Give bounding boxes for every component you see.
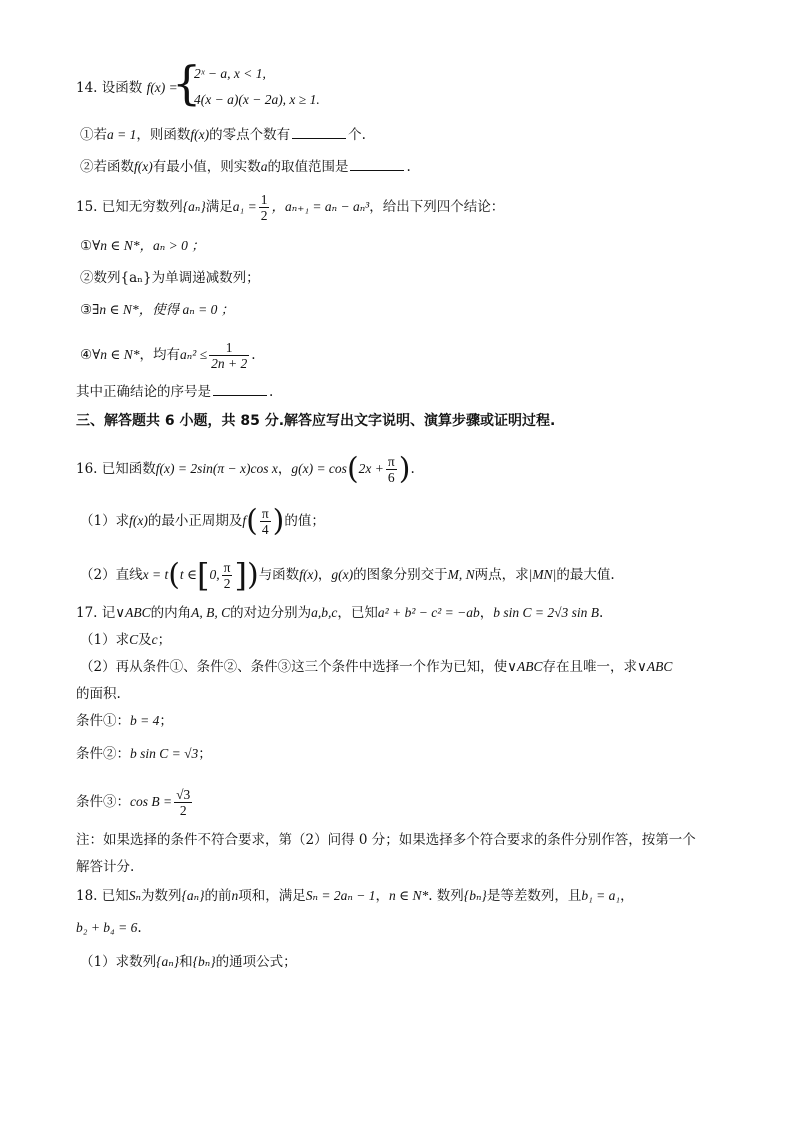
q17-note-line-2: 解答计分. (76, 859, 135, 875)
q17-part-2-cont: 的面积. (76, 686, 121, 702)
q15-conclusion-2: ②数列{aₙ}为单调递减数列； (80, 270, 260, 286)
piecewise-brace: { (172, 56, 202, 110)
q15-conclusion-3: ③∃n ∈ N*，使得 aₙ = 0 ； (80, 302, 235, 318)
fraction-sqrt3-2: $\frac{√3}{2}$ (176, 787, 191, 818)
q17-note-line-1: 注：如果选择的条件不符合要求，第（2）问得 0 分；如果选择多个符合要求的条件分别作答，按第一个 (76, 832, 696, 848)
q17-condition-3: 条件③：cos B = $\frac{√3}{2}$ (76, 787, 191, 818)
q18-stem-cont: b₂ + b₄ = 6. (76, 920, 142, 936)
q17-condition-1: 条件①：b = 4； (76, 713, 173, 729)
q14-case-2: 4(x − a)(x − 2a), x ≥ 1. (194, 92, 320, 107)
q16-part-2: （2）直线x = t(t ∈[0, $\frac{\pi}{2}$ ])与函数f(x)，g(x)的图象分别交于M, N两点，求|MN|的最大值. (80, 556, 615, 595)
fraction-pi-4: $\frac{\pi}{4}$ (261, 506, 269, 537)
q14-part-1: ①若a = 1，则函数f(x)的零点个数有 个. (80, 124, 366, 145)
q16-part-1: （1）求f(x)的最小正周期及f( $\frac{\pi}{4}$ )的值； (80, 503, 325, 539)
q14-case-1: 2ˣ − a, x < 1, (194, 66, 266, 81)
q16-stem: 16. 已知函数f(x) = 2sin(π − x)cos x，g(x) = cos(2x + $\frac{\pi}{6}$ ). (76, 451, 415, 487)
q15-stem: 15. 已知无穷数列{aₙ}满足a₁ = $\frac{1}{2}$ ，aₙ₊₁ = aₙ − aₙ³，给出下列四个结论： (76, 192, 505, 223)
q14-part-2: ②若函数f(x)有最小值，则实数a的取值范围是 . (80, 156, 411, 177)
q15-conclusion-1: ①∀n ∈ N*，aₙ > 0 ； (80, 238, 205, 254)
q17-condition-2: 条件②：b sin C = √3； (76, 746, 212, 762)
fraction-pi-6: $\frac{\pi}{6}$ (387, 454, 395, 485)
fraction-one-half: $\frac{1}{2}$ (260, 192, 268, 223)
q18-part-1: （1）求数列{aₙ}和{bₙ}的通项公式； (80, 954, 297, 970)
fraction-pi-2: $\frac{\pi}{2}$ (223, 560, 231, 591)
q14-stem: 14. 设函数 f(x) = (76, 80, 178, 96)
answer-blank (350, 156, 404, 171)
q17-stem: 17. 记∨ABC的内角A, B, C的对边分别为a,b,c，已知a² + b² − c² = −ab，b sin C = 2√3 sin B. (76, 605, 604, 621)
q15-answer-line: 其中正确结论的序号是 . (76, 381, 273, 402)
q17-part-1: （1）求C及c； (80, 632, 172, 648)
section-3-title: 三、解答题共 6 小题，共 85 分.解答应写出文字说明、演算步骤或证明过程. (76, 413, 556, 429)
q18-stem: 18. 已知Sₙ为数列{aₙ}的前n项和，满足Sₙ = 2aₙ − 1，n ∈ N*. 数列{bₙ}是等差数列，且b₁ = a₁， (76, 888, 634, 904)
fraction-inequality: $\frac{1}{2n + 2}$ (211, 340, 248, 371)
answer-blank (213, 381, 267, 396)
q15-conclusion-4: ④∀n ∈ N*，均有aₙ² ≤ $\frac{1}{2n + 2}$ . (80, 340, 256, 371)
answer-blank (292, 124, 346, 139)
q17-part-2: （2）再从条件①、条件②、条件③这三个条件中选择一个作为已知，使∨ABC存在且唯一，求∨ABC (80, 659, 673, 675)
